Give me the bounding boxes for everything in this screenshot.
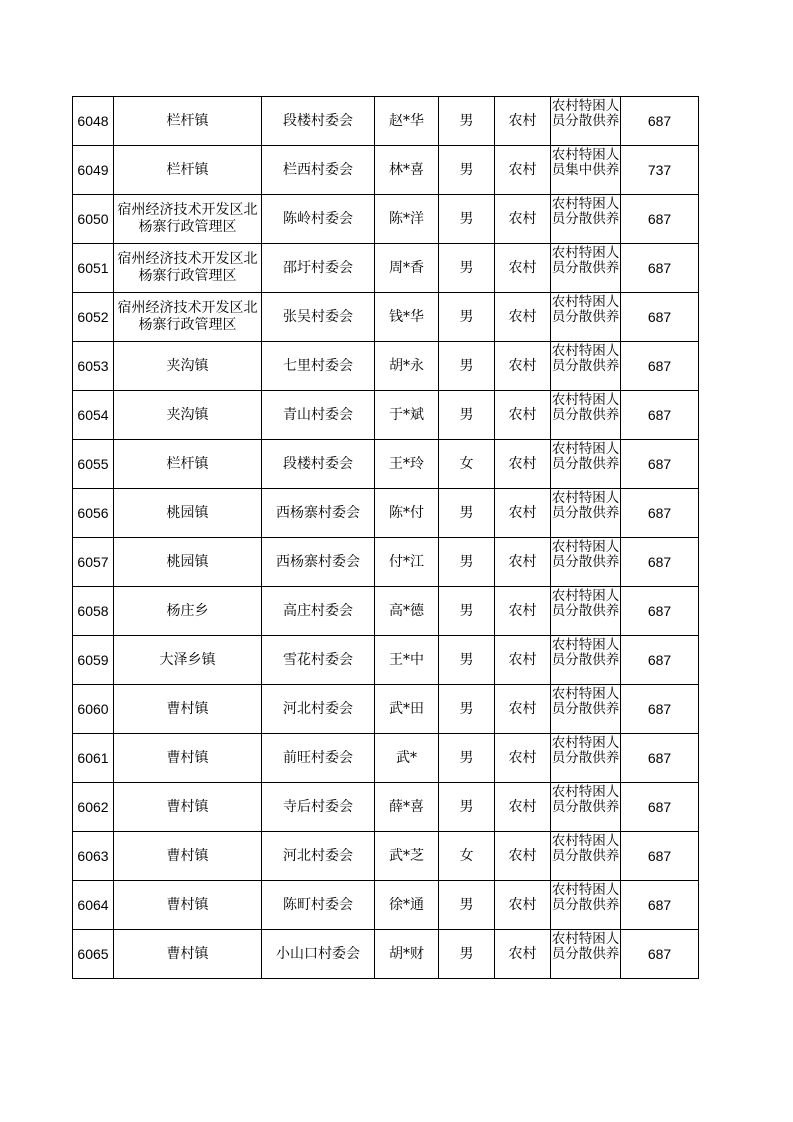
- support-type-text: 农村特困人员分散供养: [551, 440, 620, 472]
- area-type-cell: 农村: [495, 146, 551, 195]
- area-type-cell: 农村: [495, 587, 551, 636]
- table-row: [73, 244, 699, 293]
- gender-cell: 男: [439, 538, 495, 587]
- village-committee-cell: 段楼村委会: [262, 97, 375, 146]
- area-type-cell: 农村: [495, 440, 551, 489]
- village-committee-cell: 西杨寨村委会: [262, 538, 375, 587]
- person-name-cell: 陈*付: [375, 489, 439, 538]
- gender-cell: 男: [439, 783, 495, 832]
- amount-cell: 687: [621, 783, 699, 832]
- area-type-cell: 农村: [495, 636, 551, 685]
- amount-cell: 687: [621, 587, 699, 636]
- support-type-cell: [551, 783, 621, 832]
- person-name-cell: 武*芝: [375, 832, 439, 881]
- town-cell: 桃园镇: [114, 538, 262, 587]
- town-cell: 曹村镇: [114, 783, 262, 832]
- gender-cell: 男: [439, 244, 495, 293]
- town-cell: 曹村镇: [114, 832, 262, 881]
- gender-cell: 男: [439, 881, 495, 930]
- support-type-cell: [551, 195, 621, 244]
- record-number-cell: 6062: [73, 783, 114, 832]
- village-committee-cell: 段楼村委会: [262, 440, 375, 489]
- support-type-text: 农村特困人员分散供养: [551, 930, 620, 962]
- support-type-text: 农村特困人员分散供养: [551, 587, 620, 619]
- amount-cell: 737: [621, 146, 699, 195]
- person-name-cell: 周*香: [375, 244, 439, 293]
- record-number-cell: 6059: [73, 636, 114, 685]
- support-type-text: 农村特困人员分散供养: [551, 832, 620, 864]
- support-type-text: 农村特困人员分散供养: [551, 881, 620, 913]
- record-number-cell: 6048: [73, 97, 114, 146]
- village-committee-cell: 栏西村委会: [262, 146, 375, 195]
- person-name-cell: 付*江: [375, 538, 439, 587]
- gender-cell: 男: [439, 734, 495, 783]
- table-row: [73, 391, 699, 440]
- record-number-cell: 6058: [73, 587, 114, 636]
- support-type-cell: [551, 881, 621, 930]
- table-row: [73, 930, 699, 979]
- support-type-cell: [551, 440, 621, 489]
- person-name-cell: 赵*华: [375, 97, 439, 146]
- record-number-cell: 6050: [73, 195, 114, 244]
- town-cell: 宿州经济技术开发区北杨寨行政管理区: [114, 195, 262, 244]
- table-row: [73, 146, 699, 195]
- gender-cell: 男: [439, 293, 495, 342]
- town-cell: 夹沟镇: [114, 342, 262, 391]
- table-row: [73, 97, 699, 146]
- support-type-text: 农村特困人员分散供养: [551, 783, 620, 815]
- support-type-text: 农村特困人员分散供养: [551, 685, 620, 717]
- amount-cell: 687: [621, 538, 699, 587]
- table-row: [73, 195, 699, 244]
- gender-cell: 女: [439, 832, 495, 881]
- town-cell: 栏杆镇: [114, 97, 262, 146]
- table-row: [73, 881, 699, 930]
- table-row: [73, 685, 699, 734]
- support-type-cell: [551, 636, 621, 685]
- support-type-cell: [551, 538, 621, 587]
- record-number-cell: 6061: [73, 734, 114, 783]
- town-cell: 栏杆镇: [114, 146, 262, 195]
- area-type-cell: 农村: [495, 783, 551, 832]
- record-number-cell: 6064: [73, 881, 114, 930]
- village-committee-cell: 河北村委会: [262, 685, 375, 734]
- amount-cell: 687: [621, 734, 699, 783]
- gender-cell: 男: [439, 685, 495, 734]
- support-type-cell: [551, 734, 621, 783]
- town-cell: 曹村镇: [114, 930, 262, 979]
- table-row: [73, 489, 699, 538]
- village-committee-cell: 小山口村委会: [262, 930, 375, 979]
- record-number-cell: 6063: [73, 832, 114, 881]
- record-number-cell: 6053: [73, 342, 114, 391]
- person-name-cell: 王*玲: [375, 440, 439, 489]
- support-type-cell: [551, 244, 621, 293]
- area-type-cell: 农村: [495, 881, 551, 930]
- village-committee-cell: 七里村委会: [262, 342, 375, 391]
- gender-cell: 男: [439, 636, 495, 685]
- person-name-cell: 薛*喜: [375, 783, 439, 832]
- village-committee-cell: 西杨寨村委会: [262, 489, 375, 538]
- support-type-text: 农村特困人员分散供养: [551, 489, 620, 521]
- support-type-cell: [551, 832, 621, 881]
- area-type-cell: 农村: [495, 195, 551, 244]
- area-type-cell: 农村: [495, 930, 551, 979]
- village-committee-cell: 雪花村委会: [262, 636, 375, 685]
- person-name-cell: 武*: [375, 734, 439, 783]
- table-row: [73, 293, 699, 342]
- support-type-text: 农村特困人员分散供养: [551, 244, 620, 276]
- table-row: [73, 342, 699, 391]
- village-committee-cell: 青山村委会: [262, 391, 375, 440]
- village-committee-cell: 邵圩村委会: [262, 244, 375, 293]
- gender-cell: 男: [439, 930, 495, 979]
- area-type-cell: 农村: [495, 97, 551, 146]
- support-type-text: 农村特困人员分散供养: [551, 538, 620, 570]
- amount-cell: 687: [621, 97, 699, 146]
- town-cell: 宿州经济技术开发区北杨寨行政管理区: [114, 244, 262, 293]
- village-committee-cell: 张吴村委会: [262, 293, 375, 342]
- area-type-cell: 农村: [495, 342, 551, 391]
- person-name-cell: 陈*洋: [375, 195, 439, 244]
- amount-cell: 687: [621, 930, 699, 979]
- village-committee-cell: 陈岭村委会: [262, 195, 375, 244]
- support-type-text: 农村特困人员分散供养: [551, 97, 620, 129]
- town-cell: 桃园镇: [114, 489, 262, 538]
- support-type-cell: [551, 489, 621, 538]
- person-name-cell: 胡*财: [375, 930, 439, 979]
- table-row: [73, 783, 699, 832]
- village-committee-cell: 高庄村委会: [262, 587, 375, 636]
- support-type-cell: [551, 930, 621, 979]
- person-name-cell: 王*中: [375, 636, 439, 685]
- gender-cell: 女: [439, 440, 495, 489]
- gender-cell: 男: [439, 146, 495, 195]
- record-number-cell: 6051: [73, 244, 114, 293]
- support-type-cell: [551, 685, 621, 734]
- area-type-cell: 农村: [495, 489, 551, 538]
- person-name-cell: 钱*华: [375, 293, 439, 342]
- amount-cell: 687: [621, 489, 699, 538]
- amount-cell: 687: [621, 391, 699, 440]
- village-committee-cell: 陈町村委会: [262, 881, 375, 930]
- table-row: [73, 440, 699, 489]
- support-type-text: 农村特困人员集中供养: [551, 146, 620, 178]
- gender-cell: 男: [439, 97, 495, 146]
- table-row: [73, 538, 699, 587]
- support-type-cell: [551, 146, 621, 195]
- town-cell: 曹村镇: [114, 685, 262, 734]
- gender-cell: 男: [439, 195, 495, 244]
- record-number-cell: 6055: [73, 440, 114, 489]
- town-cell: 栏杆镇: [114, 440, 262, 489]
- record-number-cell: 6049: [73, 146, 114, 195]
- person-name-cell: 武*田: [375, 685, 439, 734]
- record-number-cell: 6052: [73, 293, 114, 342]
- area-type-cell: 农村: [495, 293, 551, 342]
- support-type-text: 农村特困人员分散供养: [551, 293, 620, 325]
- gender-cell: 男: [439, 342, 495, 391]
- support-type-text: 农村特困人员分散供养: [551, 195, 620, 227]
- amount-cell: 687: [621, 685, 699, 734]
- area-type-cell: 农村: [495, 538, 551, 587]
- town-cell: 宿州经济技术开发区北杨寨行政管理区: [114, 293, 262, 342]
- area-type-cell: 农村: [495, 832, 551, 881]
- area-type-cell: 农村: [495, 391, 551, 440]
- table-row: [73, 734, 699, 783]
- person-name-cell: 林*喜: [375, 146, 439, 195]
- amount-cell: 687: [621, 342, 699, 391]
- town-cell: 夹沟镇: [114, 391, 262, 440]
- record-number-cell: 6065: [73, 930, 114, 979]
- support-type-text: 农村特困人员分散供养: [551, 391, 620, 423]
- village-committee-cell: 河北村委会: [262, 832, 375, 881]
- support-type-cell: [551, 391, 621, 440]
- table-row: [73, 636, 699, 685]
- gender-cell: 男: [439, 489, 495, 538]
- amount-cell: 687: [621, 244, 699, 293]
- recipient-table: [72, 96, 699, 979]
- record-number-cell: 6060: [73, 685, 114, 734]
- amount-cell: 687: [621, 293, 699, 342]
- record-number-cell: 6057: [73, 538, 114, 587]
- support-type-text: 农村特困人员分散供养: [551, 342, 620, 374]
- amount-cell: 687: [621, 881, 699, 930]
- person-name-cell: 徐*通: [375, 881, 439, 930]
- town-cell: 杨庄乡: [114, 587, 262, 636]
- amount-cell: 687: [621, 195, 699, 244]
- town-cell: 曹村镇: [114, 881, 262, 930]
- amount-cell: 687: [621, 832, 699, 881]
- person-name-cell: 胡*永: [375, 342, 439, 391]
- table-row: [73, 832, 699, 881]
- amount-cell: 687: [621, 636, 699, 685]
- village-committee-cell: 前旺村委会: [262, 734, 375, 783]
- support-type-cell: [551, 97, 621, 146]
- person-name-cell: 高*德: [375, 587, 439, 636]
- support-type-cell: [551, 342, 621, 391]
- person-name-cell: 于*斌: [375, 391, 439, 440]
- support-type-text: 农村特困人员分散供养: [551, 636, 620, 668]
- gender-cell: 男: [439, 587, 495, 636]
- area-type-cell: 农村: [495, 685, 551, 734]
- town-cell: 曹村镇: [114, 734, 262, 783]
- table-row: [73, 587, 699, 636]
- amount-cell: 687: [621, 440, 699, 489]
- support-type-cell: [551, 293, 621, 342]
- record-number-cell: 6056: [73, 489, 114, 538]
- record-number-cell: 6054: [73, 391, 114, 440]
- area-type-cell: 农村: [495, 244, 551, 293]
- support-type-cell: [551, 587, 621, 636]
- area-type-cell: 农村: [495, 734, 551, 783]
- town-cell: 大泽乡镇: [114, 636, 262, 685]
- village-committee-cell: 寺后村委会: [262, 783, 375, 832]
- gender-cell: 男: [439, 391, 495, 440]
- support-type-text: 农村特困人员分散供养: [551, 734, 620, 766]
